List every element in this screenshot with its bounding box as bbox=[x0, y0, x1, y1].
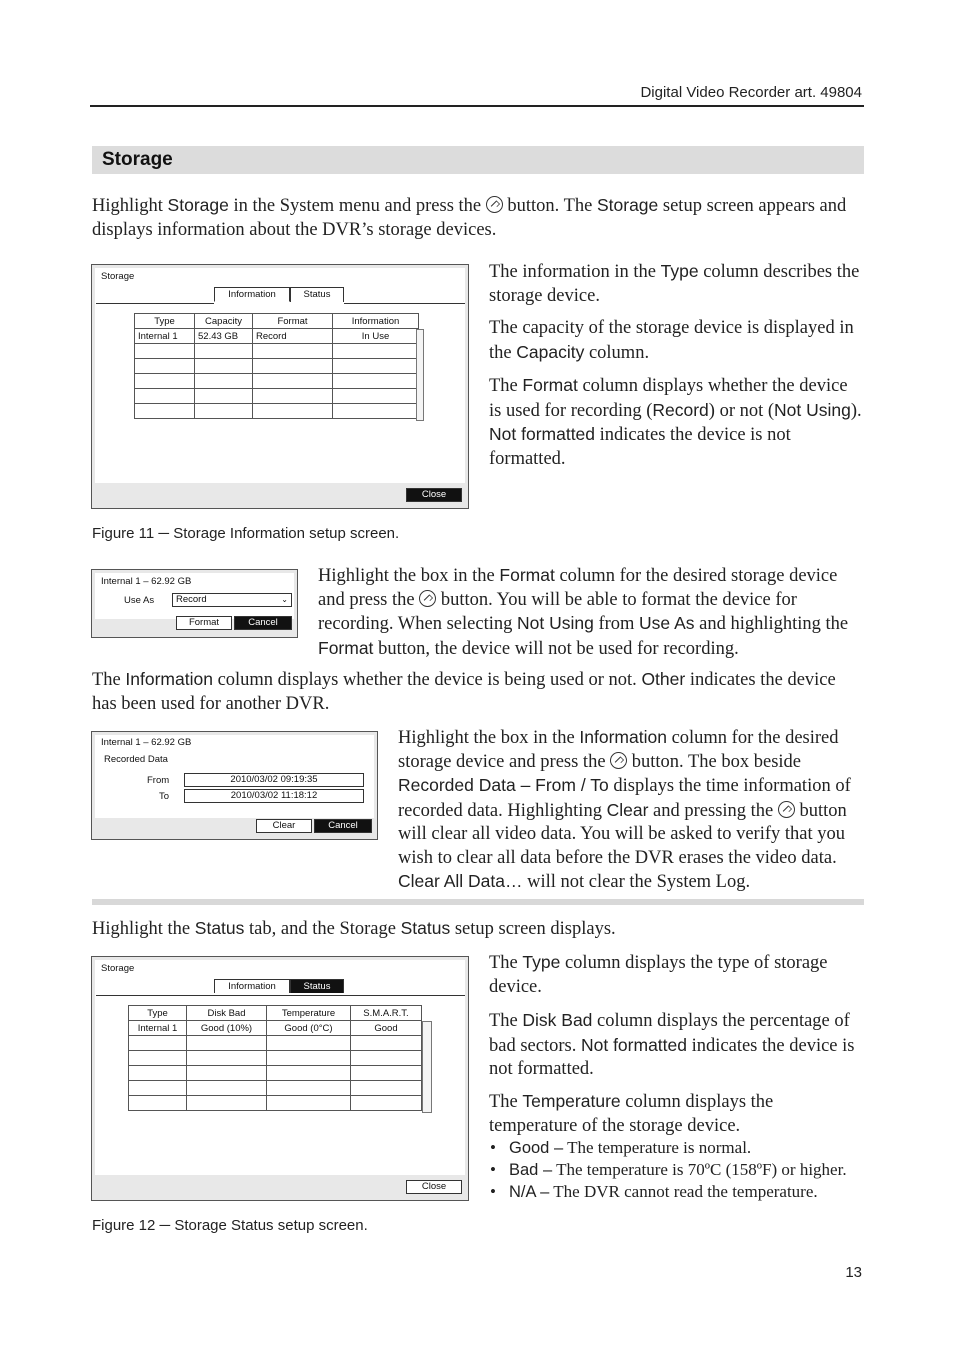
format-button[interactable]: Format bbox=[176, 616, 232, 630]
col-disk-bad: Disk Bad bbox=[187, 1006, 267, 1021]
temperature-description: The Temperature column displays the temperature of the storage device. bbox=[489, 1091, 774, 1136]
storage-status-screen bbox=[91, 956, 469, 1201]
information-cell[interactable]: In Use bbox=[333, 329, 419, 344]
format-cell[interactable]: Record bbox=[253, 329, 333, 344]
table-row: Internal 1 52.43 GB Record In Use bbox=[135, 329, 419, 344]
col-type: Type bbox=[135, 314, 195, 329]
dialog-title: Internal 1 – 62.92 GB bbox=[101, 576, 192, 587]
scrollbar[interactable] bbox=[422, 1021, 432, 1113]
scrollbar[interactable] bbox=[416, 329, 424, 421]
from-label: From bbox=[147, 775, 170, 786]
to-field: 2010/03/02 11:18:12 bbox=[184, 789, 364, 803]
format-dialog bbox=[91, 569, 298, 638]
format-description: The Format column displays whether the device is used for recording (Record) or not (Not Using). Not formatted indicates the device is not formatted. bbox=[489, 375, 862, 469]
tab-status[interactable]: Status bbox=[290, 287, 344, 302]
col-information: Information bbox=[333, 314, 419, 329]
cancel-button[interactable]: Cancel bbox=[234, 616, 292, 630]
chevron-down-icon: ⌄ bbox=[281, 595, 288, 604]
close-button[interactable]: Close bbox=[406, 488, 462, 502]
col-format: Format bbox=[253, 314, 333, 329]
col-temperature: Temperature bbox=[267, 1006, 351, 1021]
header-rule bbox=[90, 105, 864, 107]
screen-title: Storage bbox=[101, 963, 135, 974]
close-button[interactable]: Close bbox=[406, 1180, 462, 1194]
intro-paragraph: Highlight Storage in the System menu and press the button. The Storage setup screen appears and displays information about the DVR’s storage devices. bbox=[92, 195, 847, 240]
document-header-title: Digital Video Recorder art. 49804 bbox=[640, 84, 862, 101]
use-as-label: Use As bbox=[124, 595, 155, 606]
section-heading-bar bbox=[92, 146, 864, 174]
to-label: To bbox=[159, 791, 170, 802]
col-smart: S.M.A.R.T. bbox=[351, 1006, 422, 1021]
col-capacity: Capacity bbox=[195, 314, 253, 329]
recorded-data-dialog bbox=[91, 731, 378, 840]
list-item: • N/A – The DVR cannot read the temperature. bbox=[489, 1181, 864, 1203]
from-field: 2010/03/02 09:19:35 bbox=[184, 773, 364, 787]
enter-button-icon bbox=[610, 752, 627, 769]
disk-bad-description: The Disk Bad column displays the percentage of bad sectors. Not formatted indicates the device is not formatted. bbox=[489, 1010, 855, 1079]
dialog-title: Internal 1 – 62.92 GB bbox=[101, 737, 192, 748]
storage-information-screen bbox=[91, 264, 469, 509]
clear-button[interactable]: Clear bbox=[256, 819, 312, 833]
capacity-description: The capacity of the storage device is displayed in the Capacity column. bbox=[489, 318, 854, 363]
storage-status-table bbox=[128, 1005, 422, 1111]
enter-button-icon bbox=[486, 196, 503, 213]
enter-button-icon bbox=[778, 801, 795, 818]
storage-info-table bbox=[134, 313, 419, 419]
section-title: Storage bbox=[102, 149, 173, 170]
tab-information[interactable]: Information bbox=[214, 287, 290, 302]
recorded-data-label: Recorded Data bbox=[104, 754, 168, 765]
figure-11-caption: Figure 11 ─ Storage Information setup screen. bbox=[92, 525, 400, 542]
use-as-select[interactable]: Record ⌄ bbox=[172, 593, 292, 607]
tab-information[interactable]: Information bbox=[214, 979, 290, 993]
cancel-button[interactable]: Cancel bbox=[314, 819, 372, 833]
list-item: • Good – The temperature is normal. bbox=[489, 1137, 864, 1159]
page-number: 13 bbox=[845, 1264, 862, 1281]
col-type: Type bbox=[129, 1006, 187, 1021]
table-header-row bbox=[129, 1006, 422, 1021]
status-intro-paragraph: Highlight the Status tab, and the Storage Status setup screen displays. bbox=[92, 918, 616, 939]
table-header-row bbox=[135, 314, 419, 329]
table-row: Internal 1 Good (10%) Good (0°C) Good bbox=[129, 1021, 422, 1036]
list-item: • Bad – The temperature is 70ºC (158ºF) or higher. bbox=[489, 1159, 864, 1181]
status-type-description: The Type column displays the type of storage device. bbox=[489, 952, 828, 997]
temperature-bullet-list bbox=[489, 1137, 864, 1203]
enter-button-icon bbox=[419, 590, 436, 607]
section-divider bbox=[92, 899, 864, 905]
screen-title: Storage bbox=[101, 271, 135, 282]
tab-status[interactable]: Status bbox=[290, 979, 344, 993]
figure-12-caption: Figure 12 ─ Storage Status setup screen. bbox=[92, 1217, 368, 1234]
type-description: The information in the Type column describes the storage device. bbox=[489, 261, 860, 306]
information-paragraph: The Information column displays whether the device is being used or not. Other indicates the device has been used for another DVR. bbox=[92, 669, 836, 714]
format-paragraph: Highlight the box in the Format column for the desired storage device and press the button. You will be able to format the device for recording. When selecting Not Using from Use As and highlighting the Format button, the device will not be used for recording. bbox=[318, 565, 849, 659]
recorded-data-paragraph: Highlight the box in the Information column for the desired storage device and press the button. The box beside Recorded Data – From / To displays the time information of recorded data. Highlighting Clear and pressing the button will clear all video data. You will be asked to verify that you wish to clear all data before the DVR erases the video data. Clear All Data… will not clear the System Log. bbox=[398, 727, 851, 892]
